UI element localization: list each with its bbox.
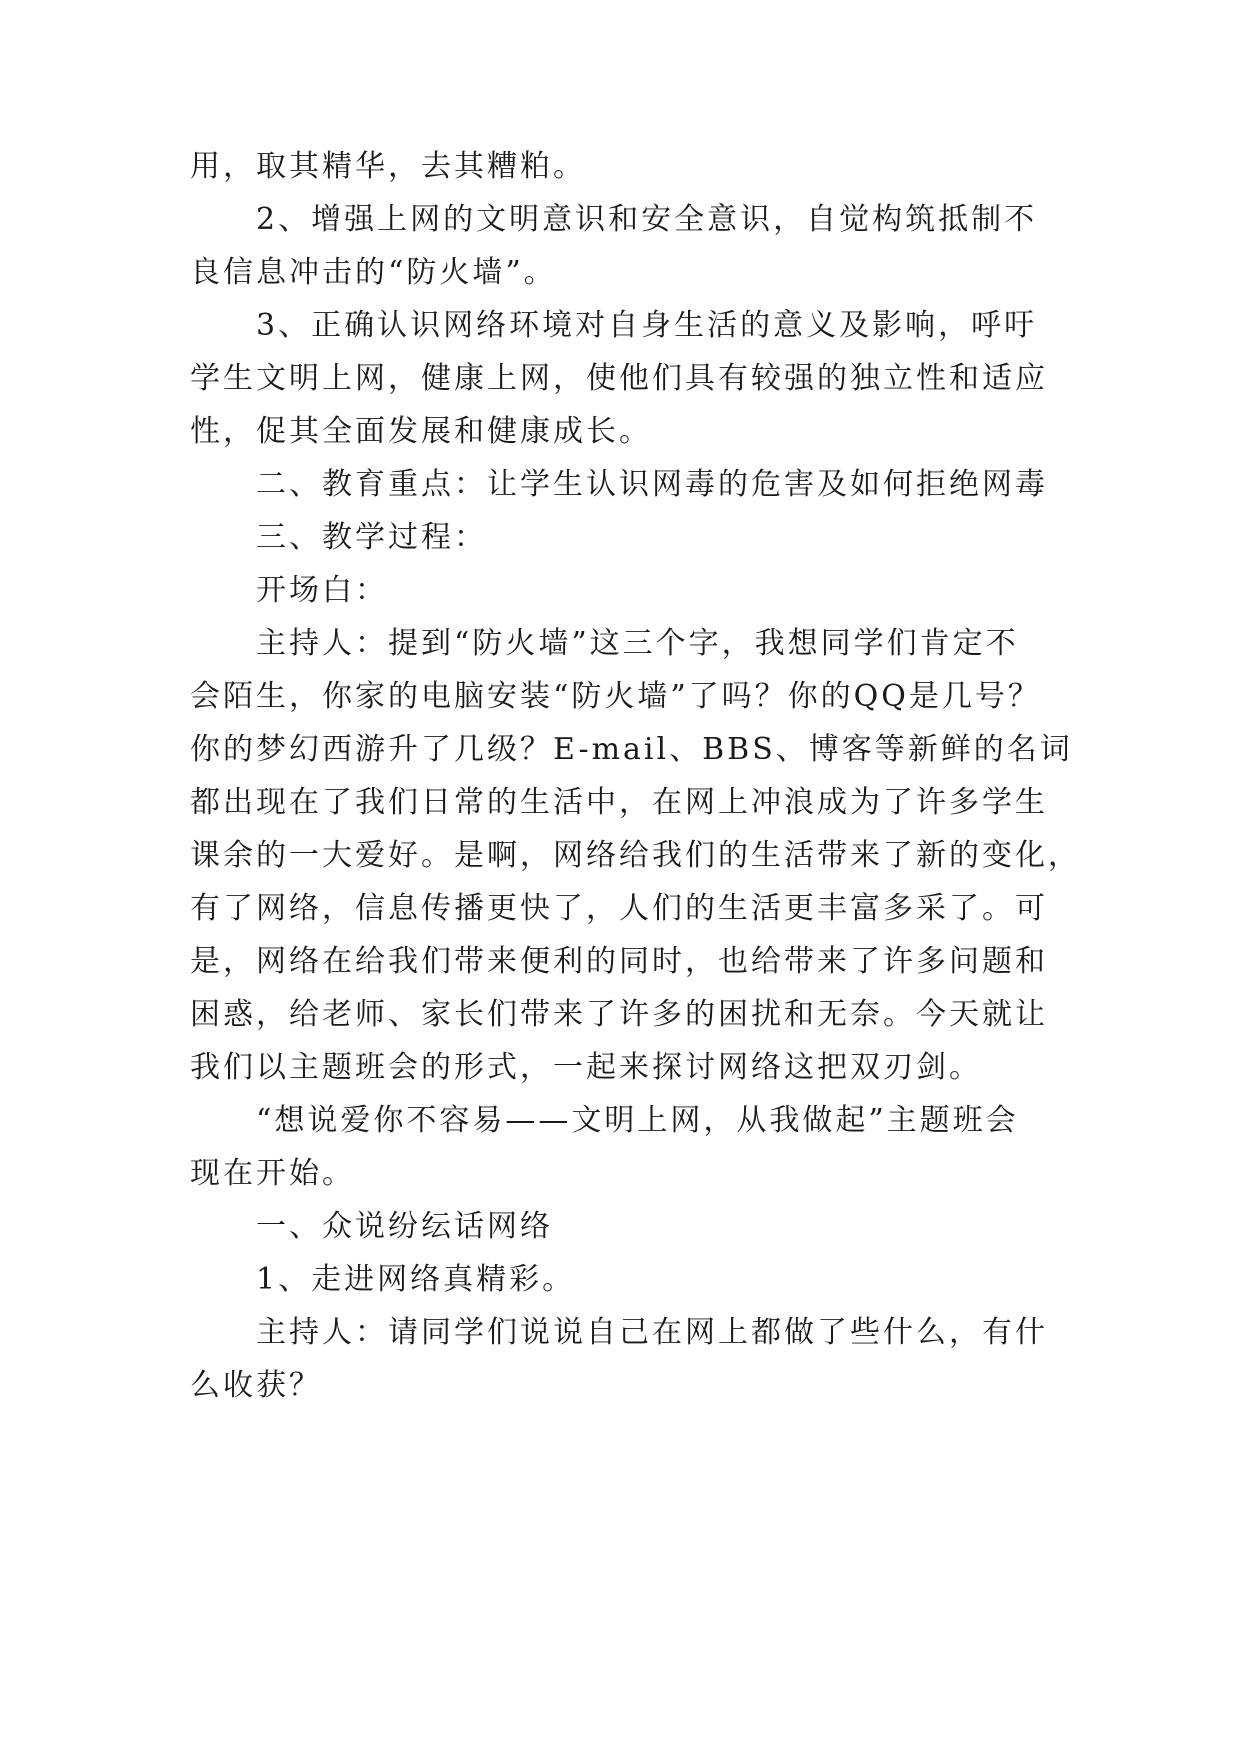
paragraph-line: 1、走进网络真精彩。 [256,1262,576,1297]
paragraph-line: 用，取其精华，去其糟粕。 [190,149,586,184]
paragraph-line: 我们以主题班会的形式，一起来探讨网络这把双刃剑。 [190,1050,982,1085]
paragraph-line: 性，促其全面发展和健康成长。 [190,414,652,449]
paragraph-line: 开场白： [256,573,388,608]
paragraph-line: 2、增强上网的文明意识和安全意识，自觉构筑抵制不 [256,202,1038,237]
paragraph-line: 么收获？ [190,1368,322,1403]
paragraph-line: 困惑，给老师、家长们带来了许多的困扰和无奈。今天就让 [190,997,1048,1032]
paragraph-line: 学生文明上网，健康上网，使他们具有较强的独立性和适应 [190,361,1048,396]
paragraph-line: 3、正确认识网络环境对自身生活的意义及影响，呼吁 [256,308,1038,343]
section-heading: 二、教育重点：让学生认识网毒的危害及如何拒绝网毒 [256,467,1048,502]
paragraph-line: 你的梦幻西游升了几级？E-mail、BBS、博客等新鲜的名词 [190,732,1073,767]
paragraph-line: 课余的一大爱好。是啊，网络给我们的生活带来了新的变化， [190,838,1081,873]
paragraph-line: 现在开始。 [190,1156,355,1191]
paragraph-line: 有了网络，信息传播更快了，人们的生活更丰富多采了。可 [190,891,1048,926]
paragraph-line: 良信息冲击的“防火墙”。 [190,255,557,290]
section-heading: 一、众说纷纭话网络 [256,1209,553,1244]
paragraph-line: 都出现在了我们日常的生活中，在网上冲浪成为了许多学生 [190,785,1048,820]
section-heading: 三、教学过程： [256,520,487,555]
paragraph-line: 主持人：请同学们说说自己在网上都做了些什么，有什 [256,1315,1048,1350]
document-page [190,0,1081,1754]
paragraph-line: “想说爱你不容易——文明上网，从我做起”主题班会 [256,1103,1019,1138]
paragraph-line: 主持人：提到“防火墙”这三个字，我想同学们肯定不 [256,626,1019,661]
paragraph-line: 是，网络在给我们带来便利的同时，也给带来了许多问题和 [190,944,1048,979]
paragraph-line: 会陌生，你家的电脑安装“防火墙”了吗？你的QQ是几号？ [190,679,1041,714]
